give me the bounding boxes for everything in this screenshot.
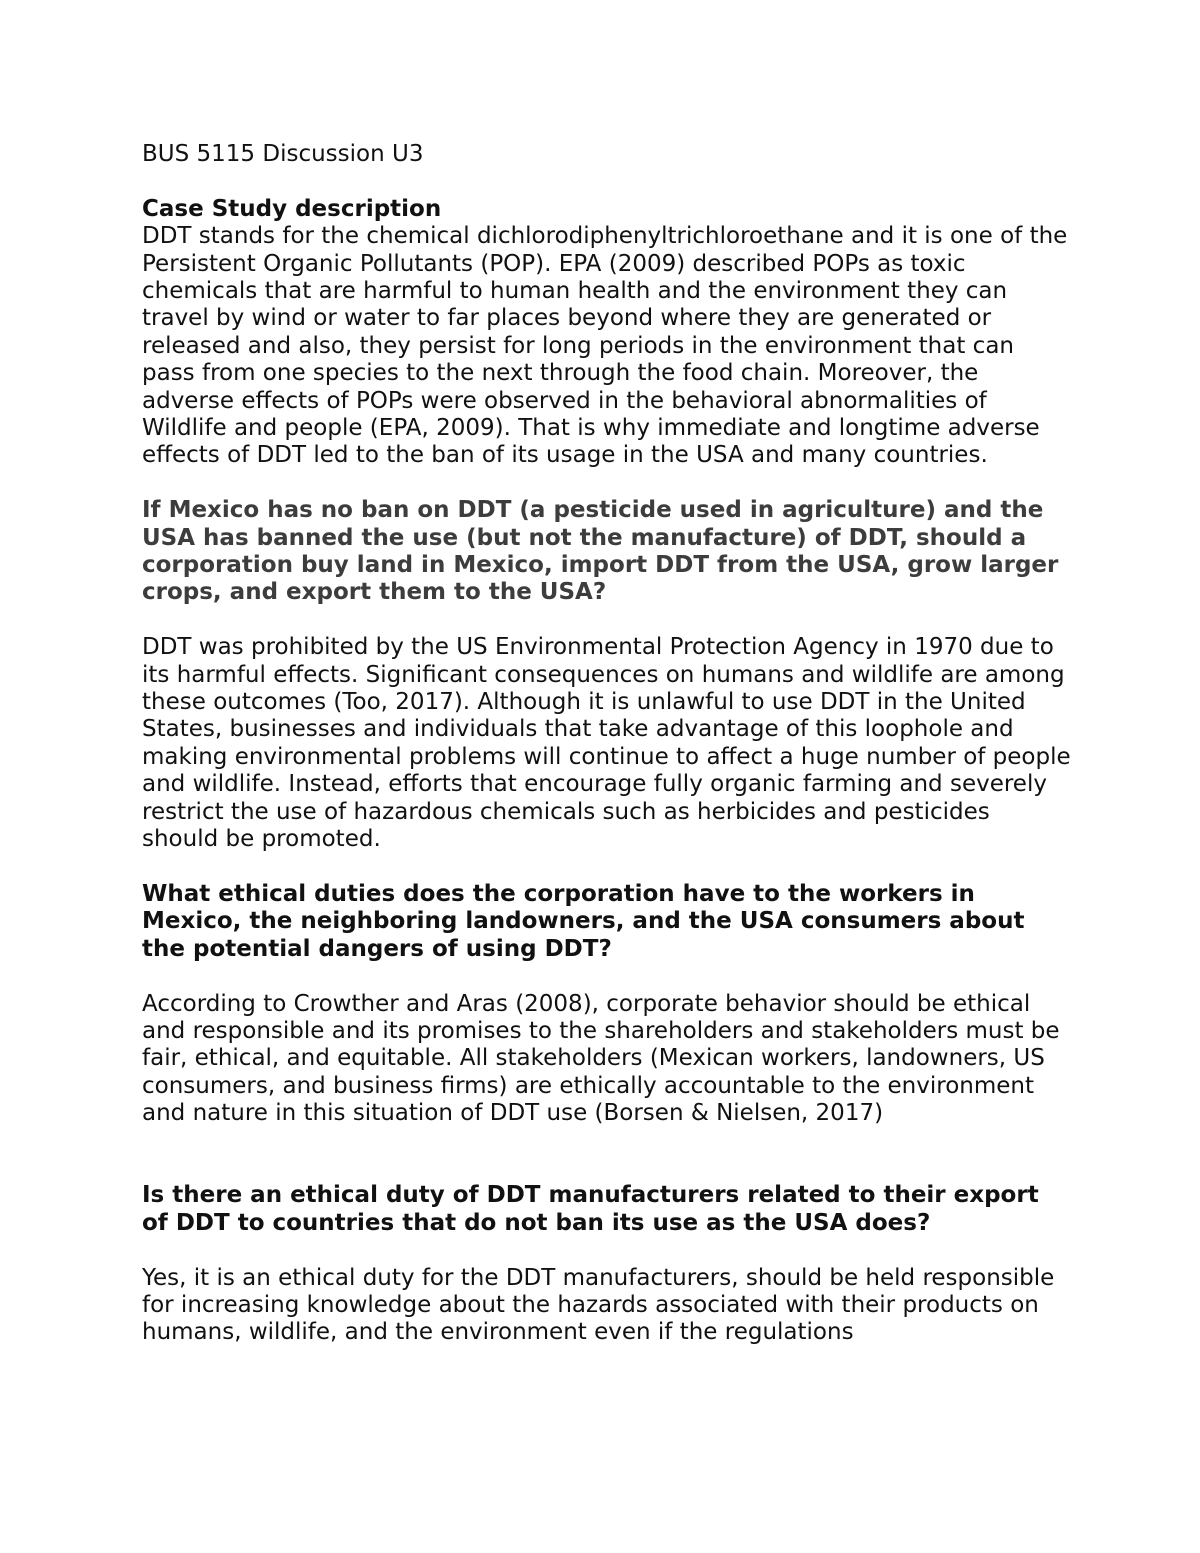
question-1: If Mexico has no ban on DDT (a pesticide used in agriculture) and the USA has banned the use (but not the manufacture) of DDT, should a corporation buy land in Mexico, import DDT from the USA, grow larger crops, and export them to the USA? [142, 497, 1059, 606]
case-study-heading: Case Study description [142, 195, 442, 222]
case-study-paragraph: DDT stands for the chemical dichlorodiphenyltrichloroethane and it is one of the Persistent Organic Pollutants (POP). EPA (2009) described POPs as toxic chemicals that are harmful to human health and the environment they can travel by wind or water to far places beyond where they are generated or released and also, they persist for long periods in the environment that can pass from one species to the next through the food chain. Moreover, the adverse effects of POPs were observed in the behavioral abnormalities of Wildlife and people (EPA, 2009). That is why immediate and longtime adverse effects of DDT led to the ban of its usage in the USA and many countries. [142, 223, 1068, 469]
question-2: What ethical duties does the corporation have to the workers in Mexico, the neighboring landowners, and the USA consumers about the potential dangers of using DDT? [142, 880, 1025, 962]
paragraph-spacer [142, 1237, 1072, 1264]
answer-1: DDT was prohibited by the US Environmental Protection Agency in 1970 due to its harmful effects. Significant consequences on humans and wildlife are among these outcomes (Too, 2017). Although it is unlawful to use DDT in the United States, businesses and individuals that take advantage of this loophole and making environmental problems will continue to affect a huge number of people and wildlife. Instead, efforts that encourage fully organic farming and severely restrict the use of hazardous chemicals such as herbicides and pesticides should be promoted. [142, 634, 1071, 853]
document-body [142, 141, 1072, 1347]
document-title: BUS 5115 Discussion U3 [142, 141, 424, 167]
answer-2: According to Crowther and Aras (2008), corporate behavior should be ethical and responsible and its promises to the shareholders and stakeholders must be fair, ethical, and equitable. All stakeholders (Mexican workers, landowners, US consumers, and business firms) are ethically accountable to the environment and nature in this situation of DDT use (Borsen & Nielsen, 2017) [142, 990, 1060, 1127]
paragraph-spacer [142, 854, 1072, 881]
paragraph-spacer [142, 963, 1072, 990]
answer-3: Yes, it is an ethical duty for the DDT manufacturers, should be held responsible for increasing knowledge about the hazards associated with their products on humans, wildlife, and the environment even if the regulations [142, 1264, 1055, 1346]
paragraph-spacer [142, 1128, 1072, 1183]
question-3: Is there an ethical duty of DDT manufacturers related to their export of DDT to countries that do not ban its use as the USA does? [142, 1182, 1039, 1236]
paragraph-spacer [142, 470, 1072, 497]
paragraph-spacer [142, 607, 1072, 634]
